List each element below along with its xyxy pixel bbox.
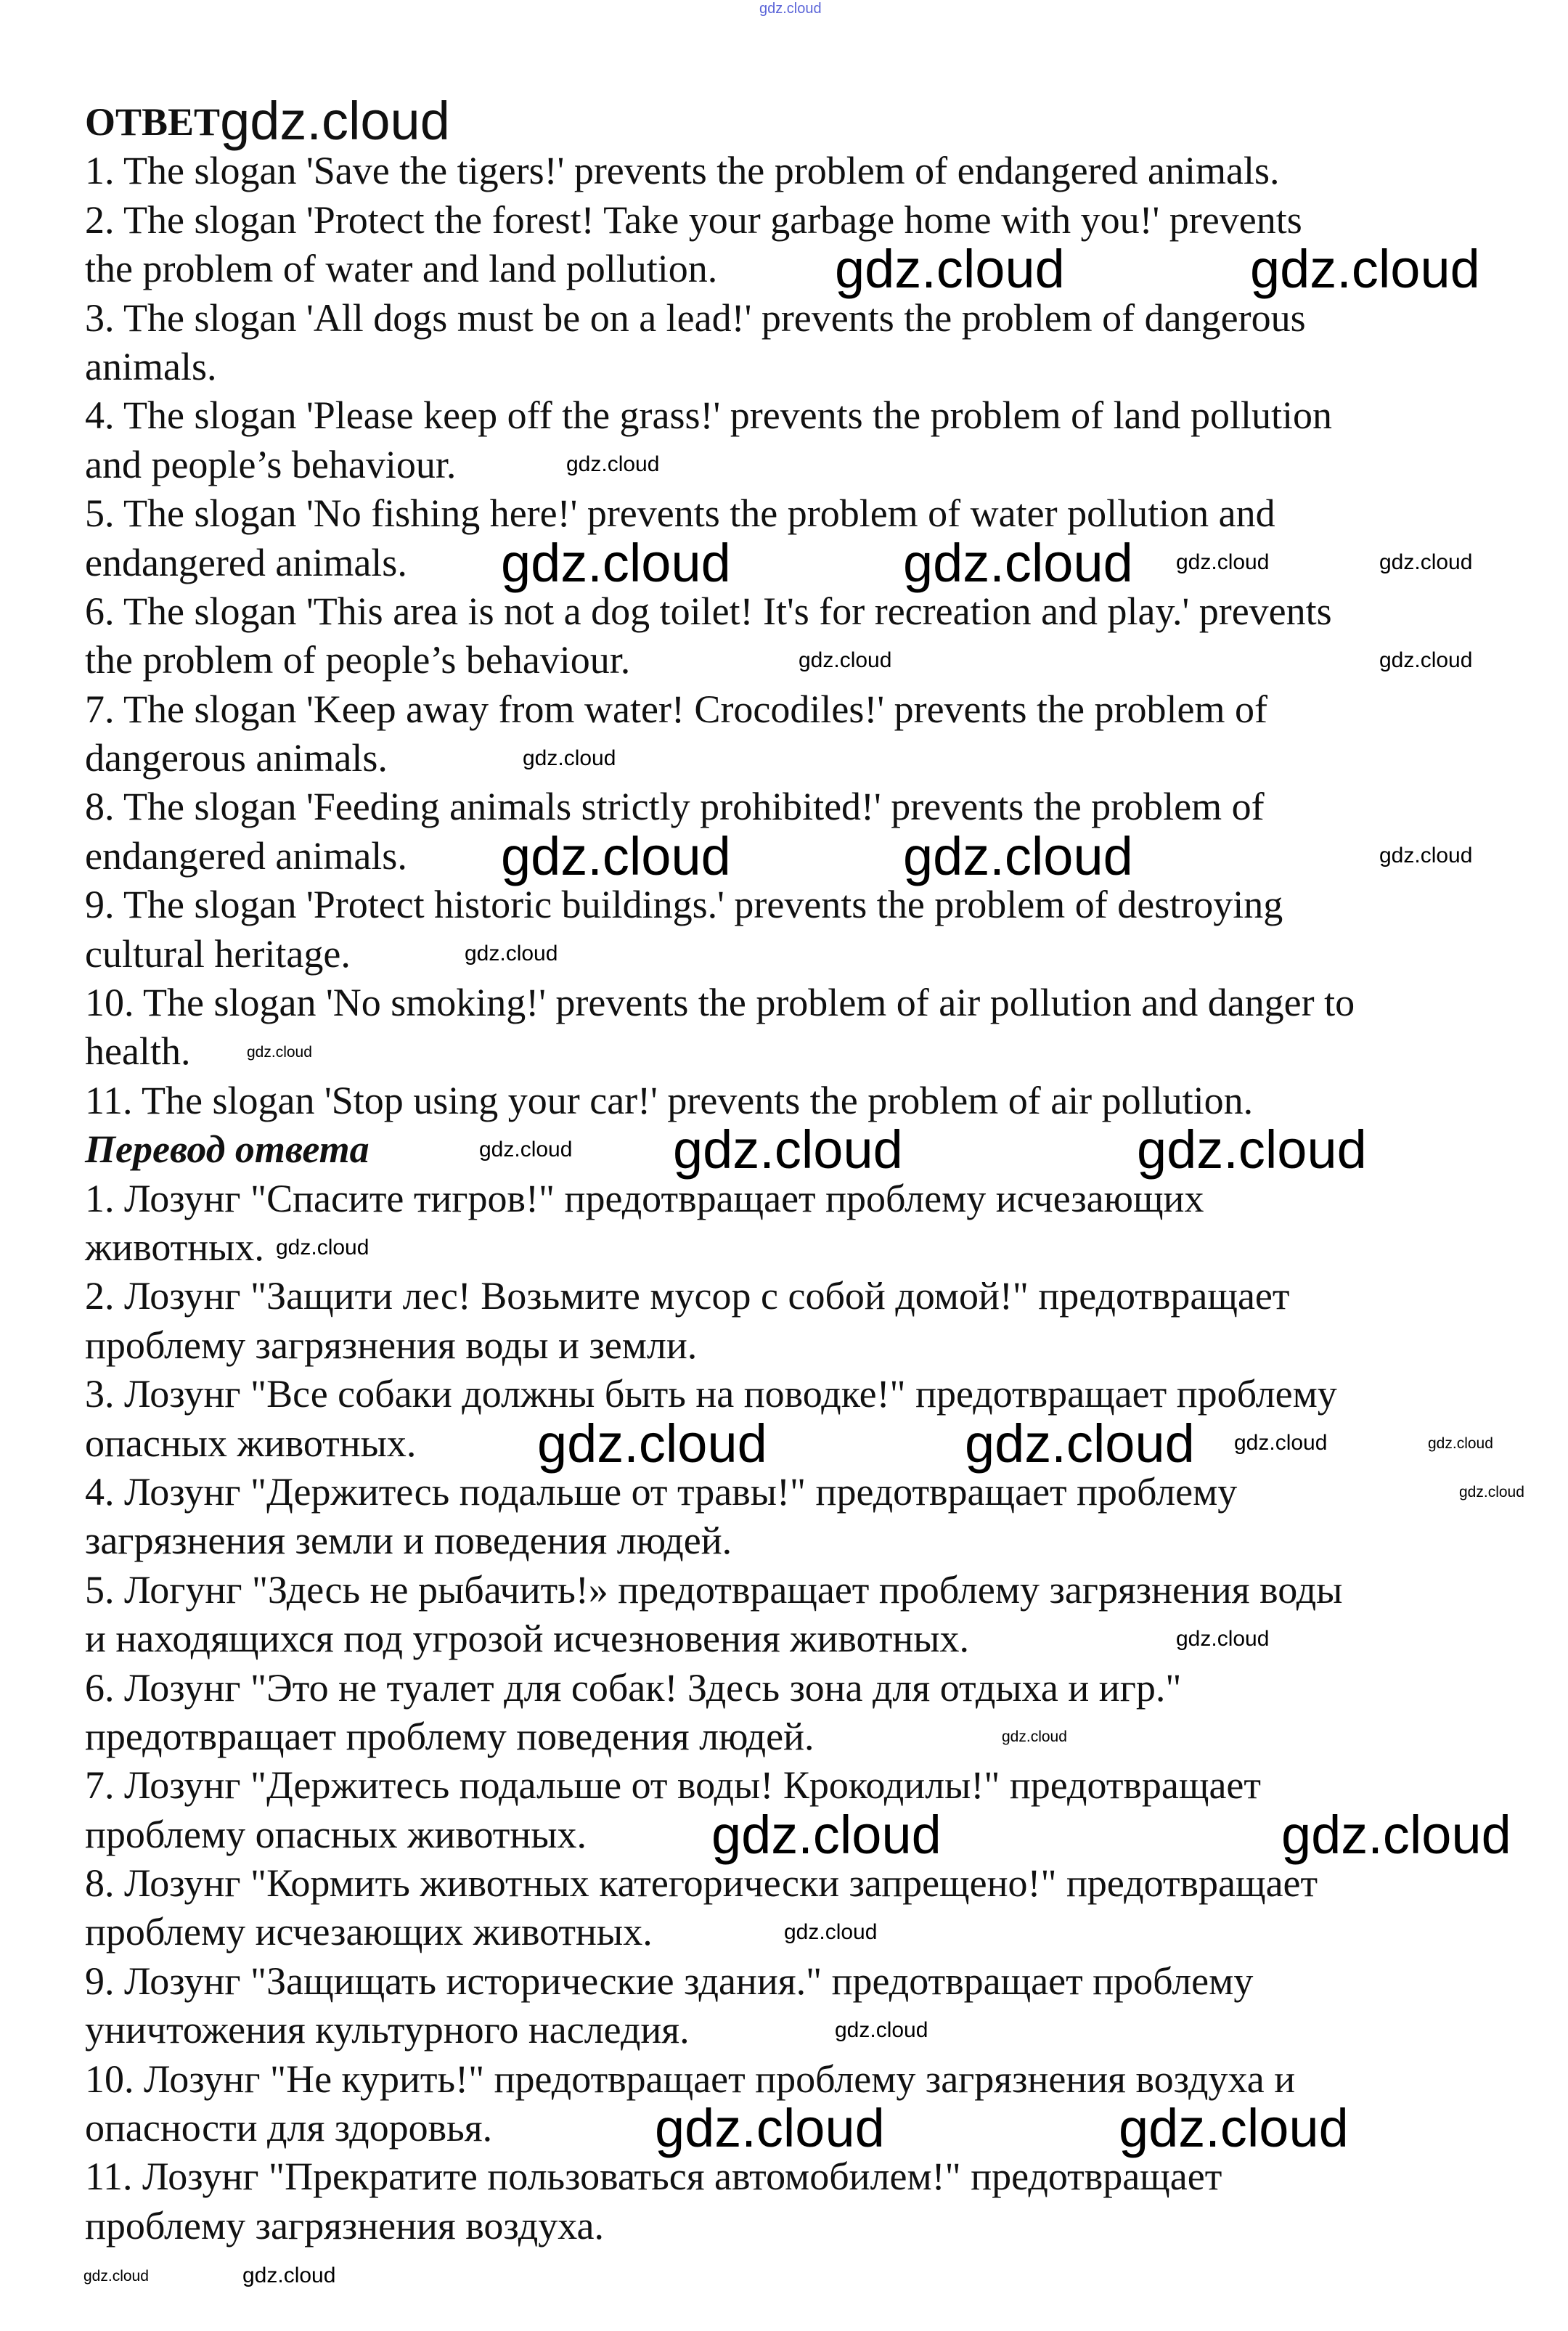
answer-item (85, 196, 1355, 299)
watermark: gdz.cloud (465, 942, 558, 966)
watermark: gdz.cloud (242, 2263, 336, 2287)
watermark: gdz.cloud (1250, 239, 1480, 299)
answer-item-line: endangered animals. (85, 833, 407, 878)
translation-item-line: животных. (85, 1225, 264, 1269)
translation-item-line: загрязнения земли и поведения людей. (85, 1519, 732, 1563)
watermark: gdz.cloud (711, 1805, 942, 1865)
translation-item-line: 2. Лозунг "Защити лес! Возьмите мусор с собой домой!" предотвращает (85, 1274, 1290, 1318)
watermark: gdz.cloud (247, 1044, 312, 1061)
watermark: gdz.cloud (1379, 844, 1473, 868)
translation-item-line: 1. Лозунг "Спасите тигров!" предотвращает проблему исчезающих (85, 1176, 1204, 1220)
watermark: gdz.cloud (1379, 648, 1473, 672)
answer-list (85, 147, 1355, 1125)
watermark: gdz.cloud (1459, 1484, 1524, 1501)
answer-heading: ОТВЕТ (85, 100, 221, 144)
watermark: gdz.cloud (1137, 1119, 1367, 1180)
watermark: gdz.cloud (1234, 1431, 1328, 1455)
answer-item-line: 3. The slogan 'All dogs must be on a lead!' prevents the problem of dangerous (85, 295, 1306, 340)
answer-item-line: dangerous animals. (85, 736, 388, 780)
translation-item-line: 3. Лозунг "Все собаки должны быть на поводке!" предотвращает проблему (85, 1372, 1337, 1416)
answer-item-line: 7. The slogan 'Keep away from water! Crocodiles!' prevents the problem of (85, 687, 1267, 731)
watermark: gdz.cloud (1002, 1728, 1067, 1745)
watermark: gdz.cloud (276, 1236, 369, 1260)
answer-item-line: 2. The slogan 'Protect the forest! Take your garbage home with you!' prevents (85, 197, 1302, 242)
watermark: gdz.cloud (1281, 1805, 1511, 1865)
watermark: gdz.cloud (903, 826, 1133, 886)
translation-item (85, 1957, 1355, 2055)
answer-item (85, 294, 1355, 392)
translation-item-line: проблему загрязнения воздуха. (85, 2203, 604, 2248)
translation-item-line: проблему исчезающих животных. (85, 1910, 653, 1954)
watermark: gdz.cloud (220, 91, 450, 151)
translation-item-line: уничтожения культурного наследия. (85, 2008, 690, 2052)
watermark: gdz.cloud (1428, 1435, 1493, 1452)
translation-item-line: проблему загрязнения воды и земли. (85, 1323, 698, 1367)
watermark: gdz.cloud (759, 1, 822, 17)
watermark: gdz.cloud (537, 1413, 767, 1474)
answer-item (85, 391, 1355, 489)
translation-item-line: 4. Лозунг "Держитесь подальше от травы!" предотвращает проблему (85, 1469, 1238, 1514)
translation-item (85, 1664, 1355, 1762)
watermark: gdz.cloud (83, 2268, 149, 2285)
watermark: gdz.cloud (1119, 2098, 1349, 2158)
answer-item-line: 11. The slogan 'Stop using your car!' prevents the problem of air pollution. (85, 1078, 1254, 1122)
watermark: gdz.cloud (523, 746, 616, 770)
translation-item-line: предотвращает проблему поведения людей. (85, 1714, 814, 1758)
watermark: gdz.cloud (903, 533, 1133, 593)
translation-item (85, 1566, 1355, 1664)
answer-item-line: 4. The slogan 'Please keep off the grass!' prevents the problem of land pollution (85, 393, 1333, 438)
answer-item (85, 1077, 1355, 1125)
answer-item (85, 979, 1355, 1077)
translation-item-line: 7. Лозунг "Держитесь подальше от воды! Крокодилы!" предотвращает (85, 1763, 1261, 1808)
translation-item-line: проблему опасных животных. (85, 1812, 587, 1856)
watermark: gdz.cloud (784, 1920, 878, 1944)
translation-item-line: 5. Логунг "Здесь не рыбачить!» предотвращает проблему загрязнения воды (85, 1567, 1343, 1612)
watermark: gdz.cloud (501, 533, 731, 593)
translation-item-line: и находящихся под угрозой исчезновения животных. (85, 1617, 970, 1661)
answer-item-line: 10. The slogan 'No smoking!' prevents the problem of air pollution and danger to (85, 981, 1355, 1025)
answer-item-line: 6. The slogan 'This area is not a dog toilet! It's for recreation and play.' prevents (85, 589, 1332, 633)
translation-item-line: опасных животных. (85, 1421, 417, 1465)
answer-item-line: 1. The slogan 'Save the tigers!' prevents the problem of endangered animals. (85, 149, 1280, 193)
watermark: gdz.cloud (501, 826, 731, 886)
watermark: gdz.cloud (1176, 550, 1270, 574)
watermark: gdz.cloud (479, 1138, 573, 1162)
watermark: gdz.cloud (673, 1119, 903, 1180)
answer-item-line: cultural heritage. (85, 931, 351, 976)
answer-item-line: and people’s behaviour. (85, 442, 457, 486)
translation-item-line: 10. Лозунг "Не курить!" предотвращает проблему загрязнения воздуха и (85, 2057, 1296, 2101)
answer-item-line: 8. The slogan 'Feeding animals strictly prohibited!' prevents the problem of (85, 785, 1265, 829)
translation-item (85, 1468, 1355, 1566)
answer-item-line: the problem of people’s behaviour. (85, 638, 631, 682)
answer-item (85, 587, 1355, 685)
answer-item-line: 5. The slogan 'No fishing here!' prevents the problem of water pollution and (85, 491, 1275, 536)
translation-item-line: 9. Лозунг "Защищать исторические здания." предотвращает проблему (85, 1959, 1254, 2003)
translation-heading: Перевод ответа (85, 1127, 369, 1172)
answer-item-line: animals. (85, 344, 217, 388)
answer-item-line: the problem of water and land pollution. (85, 247, 718, 291)
translation-item-line: 8. Лозунг "Кормить животных категорически запрещено!" предотвращает (85, 1861, 1318, 1906)
watermark: gdz.cloud (799, 648, 892, 672)
answer-item (85, 685, 1355, 783)
translation-item (85, 1859, 1355, 1957)
translation-item (85, 2152, 1355, 2250)
translation-item-line: опасности для здоровья. (85, 2106, 493, 2150)
watermark: gdz.cloud (1379, 550, 1473, 574)
translation-item (85, 1272, 1355, 1370)
translation-item-line: 11. Лозунг "Прекратите пользоваться автомобилем!" предотвращает (85, 2155, 1222, 2199)
answer-item-line: 9. The slogan 'Protect historic buildings.' prevents the problem of destroying (85, 883, 1283, 927)
watermark: gdz.cloud (835, 239, 1065, 299)
watermark: gdz.cloud (566, 452, 660, 476)
answer-heading-line (85, 91, 1355, 151)
answer-item (85, 881, 1355, 979)
watermark: gdz.cloud (1176, 1627, 1270, 1651)
watermark: gdz.cloud (965, 1413, 1195, 1474)
translation-list (85, 1175, 1355, 2251)
translation-item-line: 6. Лозунг "Это не туалет для собак! Здесь зона для отдыха и игр." (85, 1665, 1182, 1710)
answer-item-line: health. (85, 1029, 191, 1074)
answer-item (85, 147, 1355, 195)
watermark: gdz.cloud (655, 2098, 885, 2158)
watermark: gdz.cloud (835, 2018, 928, 2042)
answer-item-line: endangered animals. (85, 540, 407, 584)
